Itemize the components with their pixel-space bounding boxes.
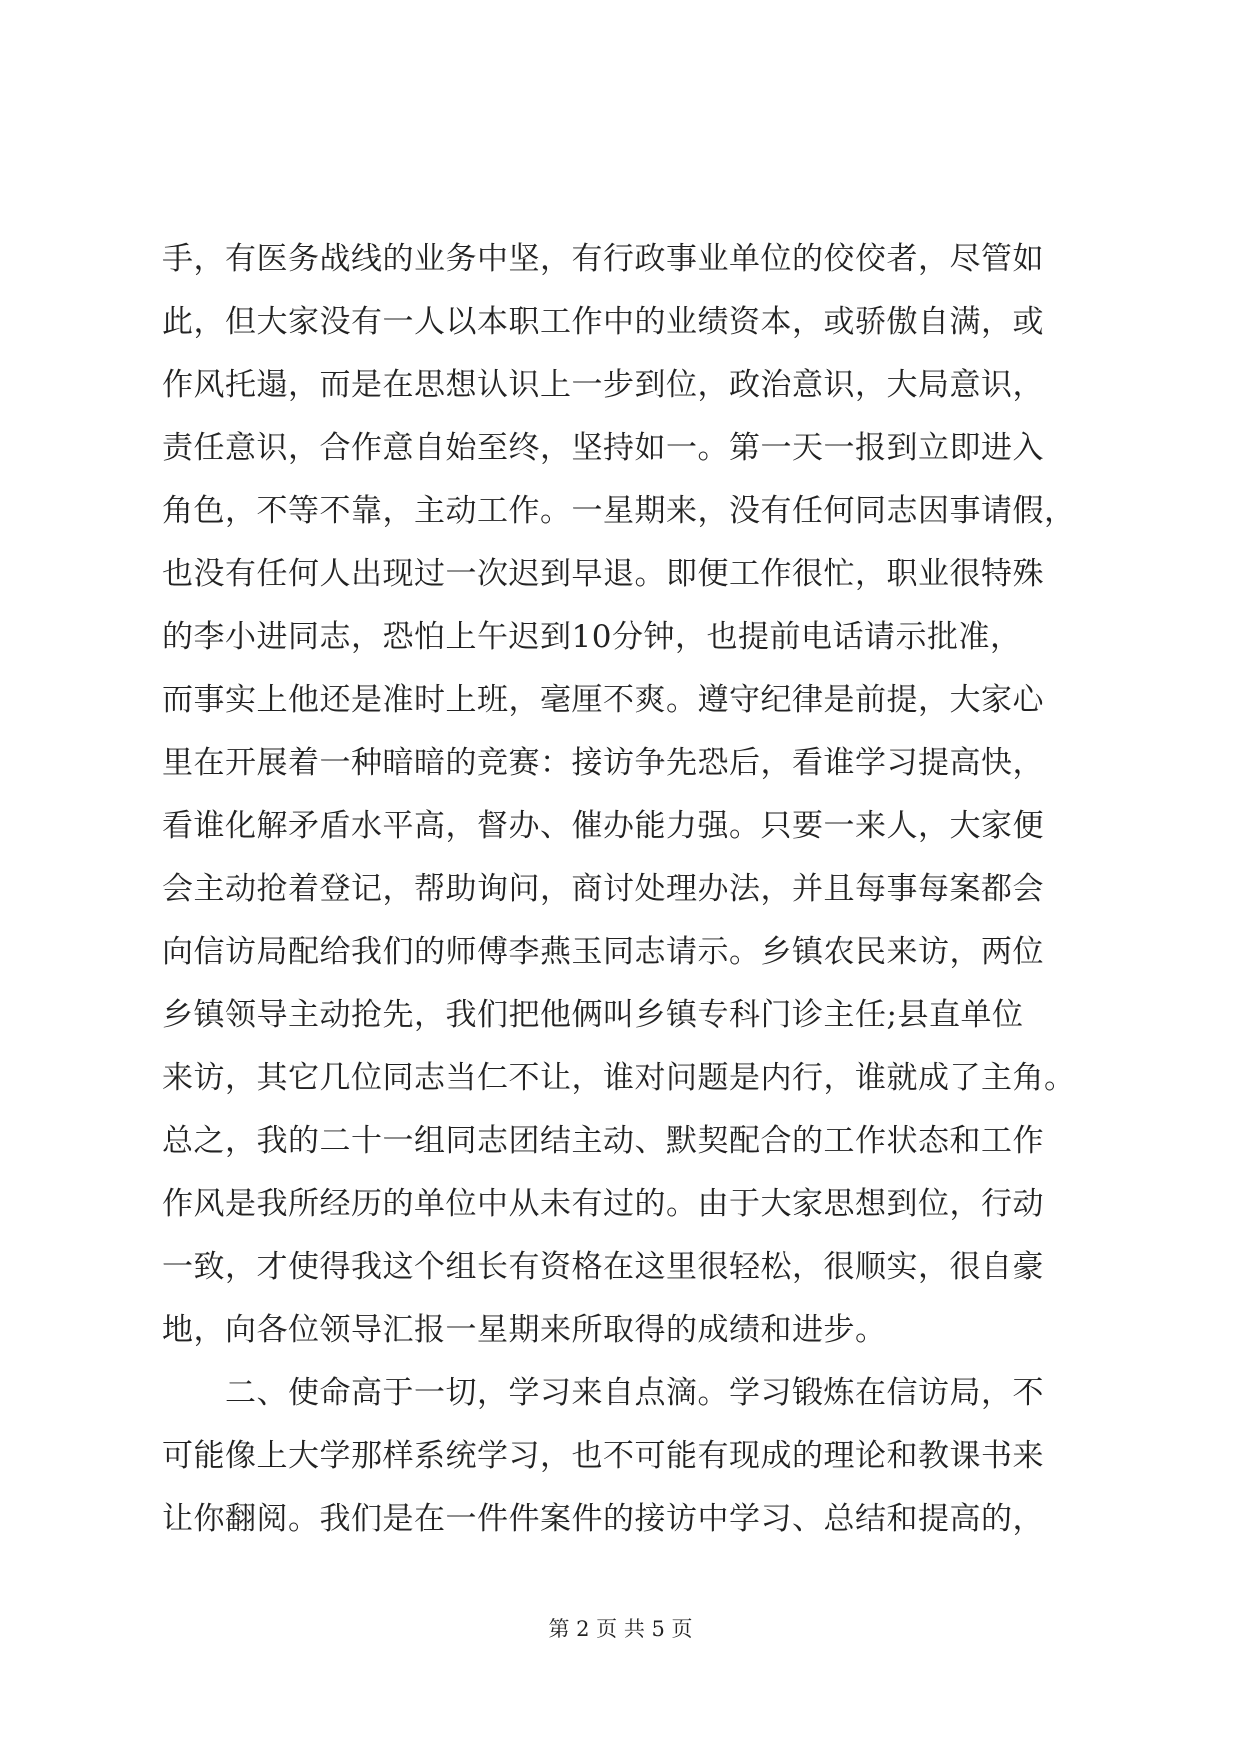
text-line: 而事实上他还是准时上班，毫厘不爽。遵守纪律是前提，大家心 [162,682,1044,718]
text-line: 的李小进同志，恐怕上午迟到10分钟，也提前电话请示批准， [162,619,1022,655]
text-line: 可能像上大学那样系统学习，也不可能有现成的理论和教课书来 [162,1438,1044,1474]
text-line: 责任意识，合作意自始至终，坚持如一。第一天一报到立即进入 [162,430,1044,466]
text-line: 看谁化解矛盾水平高，督办、催办能力强。只要一来人，大家便 [162,808,1044,844]
text-line: 总之，我的二十一组同志团结主动、默契配合的工作状态和工作 [162,1123,1044,1159]
text-line: 地，向各位领导汇报一星期来所取得的成绩和进步。 [162,1312,887,1348]
text-line: 角色，不等不靠，主动工作。一星期来，没有任何同志因事请假， [162,493,1076,529]
text-line: 乡镇领导主动抢先，我们把他俩叫乡镇专科门诊主任;县直单位 [162,997,1024,1033]
text-line: 也没有任何人出现过一次迟到早退。即便工作很忙，职业很特殊 [162,556,1044,592]
body-text [162,228,1092,1551]
text-line: 向信访局配给我们的师傅李燕玉同志请示。乡镇农民来访，两位 [162,934,1044,970]
text-line: 此，但大家没有一人以本职工作中的业绩资本，或骄傲自满，或 [162,304,1044,340]
text-line: 让你翻阅。我们是在一件件案件的接访中学习、总结和提高的， [162,1501,1044,1537]
page-footer: 第 2 页 共 5 页 [548,1617,693,1641]
text-line: 一致，才使得我这个组长有资格在这里很轻松，很顺实，很自豪 [162,1249,1044,1285]
text-line: 里在开展着一种暗暗的竞赛：接访争先恐后，看谁学习提高快， [162,745,1044,781]
text-line: 作风是我所经历的单位中从未有过的。由于大家思想到位，行动 [162,1186,1044,1222]
text-line: 作风托遢，而是在思想认识上一步到位，政治意识，大局意识， [162,367,1044,403]
paragraph-heading-line: 二、使命高于一切，学习来自点滴。学习锻炼在信访局，不 [225,1375,1044,1411]
text-line: 会主动抢着登记，帮助询问，商讨处理办法，并且每事每案都会 [162,871,1044,907]
text-line: 来访，其它几位同志当仁不让，谁对问题是内行，谁就成了主角。 [162,1060,1076,1096]
text-line: 手，有医务战线的业务中坚，有行政事业单位的佼佼者，尽管如 [162,241,1044,277]
